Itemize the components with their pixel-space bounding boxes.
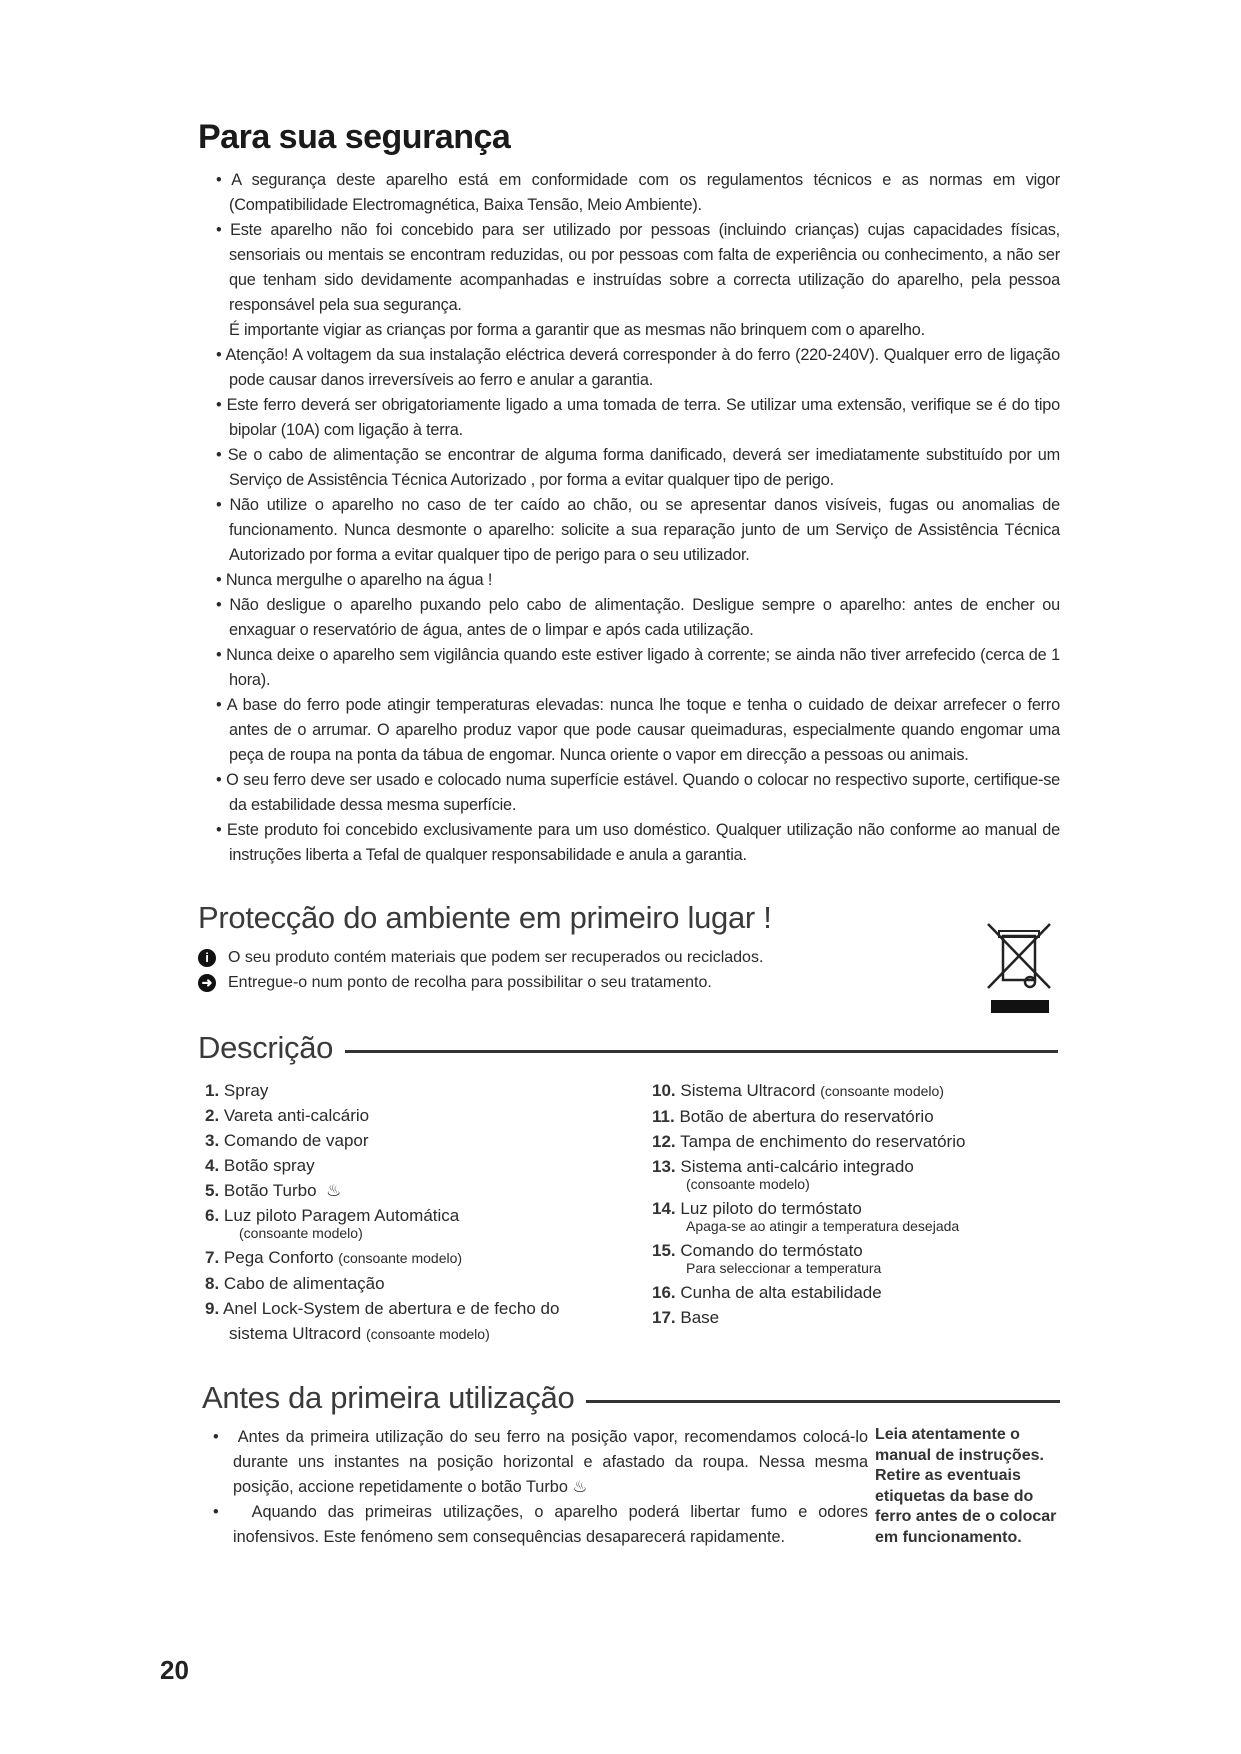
item-label: Pega Conforto — [223, 1248, 334, 1267]
first-use-note: Leia atentamente o manual de instruções. Retire as eventuais etiquetas da base do ferro antes de o colocar em funcionamento. — [875, 1426, 1057, 1546]
item-number: 8. — [205, 1274, 220, 1293]
description-item — [652, 1104, 965, 1129]
item-number: 7. — [205, 1248, 220, 1267]
list-item: • Este ferro deverá ser obrigatoriamente ligado a uma tomada de terra. Se utilizar uma extensão, verifique se é do tipo bipolar (10A) com ligação à terra. — [198, 393, 1060, 443]
list-item: • Aquando das primeiras utilizações, o aparelho poderá libertar fumo e odores inofensivos. Este fenómeno sem consequências desaparecerá rapidamente. — [198, 1500, 868, 1550]
page-number: 20 — [160, 1655, 189, 1685]
item-number: 17. — [652, 1308, 676, 1327]
item-number: 13. — [652, 1157, 676, 1176]
item-label: Botão spray — [223, 1156, 315, 1175]
description-item — [652, 1154, 965, 1193]
item-label: Botão Turbo — [223, 1181, 317, 1200]
item-number: 9. — [205, 1299, 220, 1318]
item-subtext: (consoante modelo) — [239, 1225, 363, 1241]
item-label: Sistema Ultracord — [680, 1081, 816, 1100]
list-item: • A segurança deste aparelho está em conformidade com os regulamentos técnicos e as normas em vigor (Compatibilidade Electromagnética, Baixa Tensão, Meio Ambiente). — [198, 168, 1060, 218]
item-subtext: Para seleccionar a temperatura — [686, 1260, 882, 1276]
item-note: (consoante modelo) — [820, 1083, 944, 1099]
item-number: 6. — [205, 1206, 220, 1225]
item-label: Cunha de alta estabilidade — [680, 1283, 882, 1302]
item-number: 2. — [205, 1106, 220, 1125]
list-item: • Atenção! A voltagem da sua instalação eléctrica deverá corresponder à do ferro (220-240V). Qualquer erro de ligação pode causar danos irreversíveis ao ferro e anular a garantia. — [198, 343, 1060, 393]
arrow-right-icon: ➜ — [198, 974, 216, 992]
list-item: • Nunca deixe o aparelho sem vigilância quando este estiver ligado à corrente; se ainda não tiver arrefecido (cerca de 1 hora). — [198, 643, 1060, 693]
item-number: 3. — [205, 1131, 220, 1150]
turbo-steam-icon: ♨ — [326, 1181, 342, 1200]
item-label: Base — [680, 1308, 720, 1327]
item-subtext: (consoante modelo) — [686, 1176, 810, 1192]
item-label: Vareta anti-calcário — [223, 1106, 370, 1125]
turbo-steam-icon: ♨ — [572, 1478, 588, 1496]
item-number: 1. — [205, 1081, 220, 1100]
item-subtext: Apaga-se ao atingir a temperatura desejada — [686, 1218, 960, 1234]
environment-line-1: O seu produto contém materiais que podem ser recuperados ou reciclados. — [228, 949, 764, 966]
list-item: • Nunca mergulhe o aparelho na água ! — [198, 568, 1060, 593]
divider — [586, 1400, 1060, 1403]
item-label: Tampa de enchimento do reservatório — [680, 1132, 966, 1151]
description-item — [205, 1178, 559, 1203]
list-item: • Não desligue o aparelho puxando pelo cabo de alimentação. Desligue sempre o aparelho: antes de encher ou enxaguar o reservatório de água, antes de o limpar e após cada utilização. — [198, 593, 1060, 643]
description-item — [652, 1196, 965, 1235]
safety-list — [198, 168, 1060, 868]
item-label: Luz piloto Paragem Automática — [223, 1206, 460, 1225]
list-item-continuation: É importante vigiar as crianças por forma a garantir que as mesmas não brinquem com o aparelho. — [229, 321, 925, 339]
list-item: • Este aparelho não foi concebido para ser utilizado por pessoas (incluindo crianças) cujas capacidades físicas, sensoriais ou mentais se encontram reduzidas, ou por pessoas com falta de experiência ou conhecimento, a não ser que tenham sido devidamente acompanhadas e instruídas sobre a correcta utilização do aparelho, pela pessoa responsável pela sua segurança. — [198, 218, 1060, 318]
section-title-description — [198, 1030, 1058, 1066]
first-use-list — [198, 1425, 868, 1550]
item-number: 4. — [205, 1156, 220, 1175]
description-item — [205, 1103, 559, 1128]
environment-line-2: Entregue-o num ponto de recolha para possibilitar o seu tratamento. — [228, 974, 712, 991]
item-label-cont: sistema Ultracord — [229, 1324, 362, 1343]
list-item-text: Antes da primeira utilização do seu ferro na posição vapor, recomendamos colocá-lo durante uns instantes na posição horizontal e afastado da roupa. Nessa mesma posição, accione repetidamente o botão Turbo — [233, 1428, 868, 1496]
item-number: 16. — [652, 1283, 676, 1302]
item-label: Comando do termóstato — [680, 1241, 863, 1260]
item-note: (consoante modelo) — [338, 1250, 463, 1266]
environment-notes — [198, 945, 763, 995]
description-item — [205, 1296, 559, 1347]
description-list-left — [205, 1078, 559, 1347]
first-use-title-text: Antes da primeira utilização — [202, 1380, 575, 1415]
description-item — [205, 1271, 559, 1296]
description-item — [205, 1245, 559, 1271]
description-title-text: Descrição — [198, 1030, 334, 1065]
item-number: 14. — [652, 1199, 676, 1218]
list-item: • A base do ferro pode atingir temperaturas elevadas: nunca lhe toque e tenha o cuidado de deixar arrefecer o ferro antes de o arrumar. O aparelho produz vapor que pode causar queimaduras, especialmente quando engomar uma peça de roupa na ponta da tábua de engomar. Nunca oriente o vapor em direcção a pessoas ou animais. — [198, 693, 1060, 768]
item-label: Spray — [223, 1081, 269, 1100]
section-title-first-use — [202, 1380, 1060, 1416]
item-number: 11. — [652, 1107, 675, 1126]
description-item — [205, 1128, 559, 1153]
list-item: • Se o cabo de alimentação se encontrar de alguma forma danificado, deverá ser imediatamente substituído por um Serviço de Assistência Técnica Autorizado , por forma a evitar qualquer tipo de perigo. — [198, 443, 1060, 493]
description-item — [652, 1078, 965, 1104]
item-label: Sistema anti-calcário integrado — [680, 1157, 914, 1176]
item-number: 15. — [652, 1241, 676, 1260]
description-item — [652, 1238, 965, 1277]
item-label: Comando de vapor — [223, 1131, 369, 1150]
item-label: Anel Lock-System de abertura e de fecho do — [222, 1299, 560, 1318]
description-item — [205, 1078, 559, 1103]
weee-crossed-bin-icon — [985, 922, 1055, 1017]
divider — [345, 1050, 1058, 1053]
item-number: 10. — [652, 1081, 676, 1100]
list-item: • Este produto foi concebido exclusivamente para um uso doméstico. Qualquer utilização não conforme ao manual de instruções liberta a Tefal de qualquer responsabilidade e anula a garantia. — [198, 818, 1060, 868]
description-item — [205, 1203, 559, 1242]
item-number: 12. — [652, 1132, 676, 1151]
section-title-environment: Protecção do ambiente em primeiro lugar ! — [198, 900, 772, 935]
description-item — [652, 1280, 965, 1305]
list-item: • O seu ferro deve ser usado e colocado numa superfície estável. Quando o colocar no respectivo suporte, certifique-se da estabilidade dessa mesma superfície. — [198, 768, 1060, 818]
description-item — [205, 1153, 559, 1178]
description-item — [652, 1129, 965, 1154]
item-number: 5. — [205, 1181, 220, 1200]
list-item — [198, 1425, 868, 1500]
item-label: Luz piloto do termóstato — [680, 1199, 862, 1218]
item-label: Cabo de alimentação — [223, 1274, 385, 1293]
description-list-right — [652, 1078, 965, 1330]
list-item: • Não utilize o aparelho no caso de ter caído ao chão, ou se apresentar danos visíveis, fugas ou anomalias de funcionamento. Nunca desmonte o aparelho: solicite a sua reparação junto de um Serviço de Assistência Técnica Autorizado por forma a evitar qualquer tipo de perigo para o seu utilizador. — [198, 493, 1060, 568]
info-icon: i — [198, 949, 216, 967]
section-title-safety: Para sua segurança — [198, 118, 511, 156]
description-item — [652, 1305, 965, 1330]
item-label: Botão de abertura do reservatório — [679, 1107, 934, 1126]
item-note: (consoante modelo) — [366, 1326, 490, 1342]
